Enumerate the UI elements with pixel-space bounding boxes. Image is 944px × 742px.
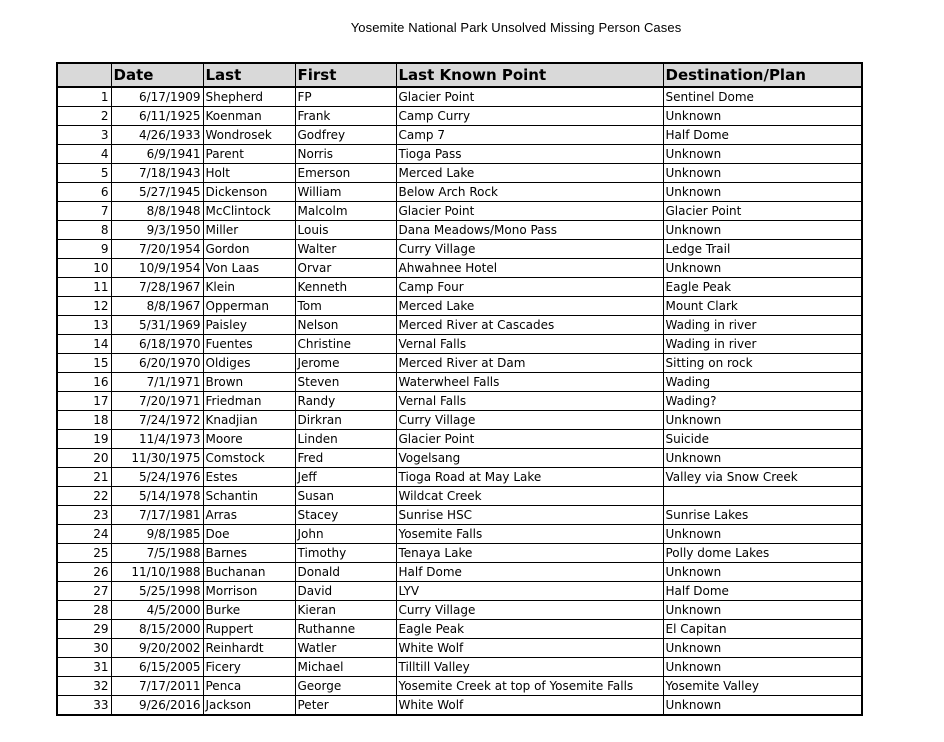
- row-index-cell: 6: [57, 183, 111, 202]
- last-name-cell: Shepherd: [203, 87, 295, 107]
- last-known-point-cell: Curry Village: [396, 240, 663, 259]
- table-row: [57, 392, 862, 411]
- destination-plan-cell: Unknown: [663, 164, 862, 183]
- destination-plan-cell: Sentinel Dome: [663, 87, 862, 107]
- last-name-cell: Klein: [203, 278, 295, 297]
- date-cell: 4/26/1933: [111, 126, 203, 145]
- last-known-point-cell: Glacier Point: [396, 202, 663, 221]
- first-name-cell: Randy: [295, 392, 396, 411]
- last-known-point-cell: Merced River at Cascades: [396, 316, 663, 335]
- first-name-cell: Malcolm: [295, 202, 396, 221]
- row-index-cell: 25: [57, 544, 111, 563]
- last-name-cell: Penca: [203, 677, 295, 696]
- table-row: [57, 354, 862, 373]
- last-known-point-cell: Sunrise HSC: [396, 506, 663, 525]
- first-name-cell: Watler: [295, 639, 396, 658]
- first-name-cell: Walter: [295, 240, 396, 259]
- last-name-cell: Ruppert: [203, 620, 295, 639]
- destination-plan-cell: Unknown: [663, 696, 862, 716]
- first-name-cell: Peter: [295, 696, 396, 716]
- destination-plan-cell: Wading in river: [663, 316, 862, 335]
- row-index-cell: 9: [57, 240, 111, 259]
- date-cell: 6/11/1925: [111, 107, 203, 126]
- first-name-cell: Tom: [295, 297, 396, 316]
- last-name-cell: Moore: [203, 430, 295, 449]
- header-row: [57, 63, 862, 87]
- destination-plan-cell: Suicide: [663, 430, 862, 449]
- last-known-point-cell: Yosemite Creek at top of Yosemite Falls: [396, 677, 663, 696]
- last-name-cell: Reinhardt: [203, 639, 295, 658]
- first-name-cell: Louis: [295, 221, 396, 240]
- destination-plan-cell: [663, 487, 862, 506]
- row-index-cell: 32: [57, 677, 111, 696]
- table-row: [57, 544, 862, 563]
- first-name-cell: Orvar: [295, 259, 396, 278]
- date-cell: 5/27/1945: [111, 183, 203, 202]
- last-known-point-cell: Eagle Peak: [396, 620, 663, 639]
- last-known-point-cell: Merced Lake: [396, 164, 663, 183]
- destination-plan-cell: Unknown: [663, 525, 862, 544]
- row-index-cell: 10: [57, 259, 111, 278]
- last-name-cell: Koenman: [203, 107, 295, 126]
- header-last: Last: [203, 63, 295, 87]
- table-row: [57, 582, 862, 601]
- last-name-cell: McClintock: [203, 202, 295, 221]
- last-known-point-cell: Merced Lake: [396, 297, 663, 316]
- last-known-point-cell: Glacier Point: [396, 430, 663, 449]
- date-cell: 6/18/1970: [111, 335, 203, 354]
- row-index-cell: 5: [57, 164, 111, 183]
- destination-plan-cell: Unknown: [663, 411, 862, 430]
- first-name-cell: Ruthanne: [295, 620, 396, 639]
- destination-plan-cell: Unknown: [663, 145, 862, 164]
- last-name-cell: Doe: [203, 525, 295, 544]
- date-cell: 9/3/1950: [111, 221, 203, 240]
- destination-plan-cell: Polly dome Lakes: [663, 544, 862, 563]
- row-index-cell: 11: [57, 278, 111, 297]
- row-index-cell: 12: [57, 297, 111, 316]
- date-cell: 7/1/1971: [111, 373, 203, 392]
- first-name-cell: Steven: [295, 373, 396, 392]
- first-name-cell: Kieran: [295, 601, 396, 620]
- header-destination-plan: Destination/Plan: [663, 63, 862, 87]
- last-known-point-cell: LYV: [396, 582, 663, 601]
- first-name-cell: David: [295, 582, 396, 601]
- destination-plan-cell: Half Dome: [663, 126, 862, 145]
- table-row: [57, 487, 862, 506]
- first-name-cell: Timothy: [295, 544, 396, 563]
- first-name-cell: Norris: [295, 145, 396, 164]
- last-known-point-cell: Yosemite Falls: [396, 525, 663, 544]
- date-cell: 8/8/1948: [111, 202, 203, 221]
- last-known-point-cell: Waterwheel Falls: [396, 373, 663, 392]
- table-row: [57, 658, 862, 677]
- destination-plan-cell: Wading in river: [663, 335, 862, 354]
- last-known-point-cell: Curry Village: [396, 411, 663, 430]
- last-known-point-cell: Tenaya Lake: [396, 544, 663, 563]
- last-known-point-cell: Wildcat Creek: [396, 487, 663, 506]
- table-row: [57, 639, 862, 658]
- table-row: [57, 202, 862, 221]
- table-row: [57, 316, 862, 335]
- first-name-cell: Linden: [295, 430, 396, 449]
- first-name-cell: Dirkran: [295, 411, 396, 430]
- table-row: [57, 468, 862, 487]
- last-name-cell: Opperman: [203, 297, 295, 316]
- date-cell: 6/9/1941: [111, 145, 203, 164]
- row-index-cell: 27: [57, 582, 111, 601]
- destination-plan-cell: Valley via Snow Creek: [663, 468, 862, 487]
- last-known-point-cell: Tioga Road at May Lake: [396, 468, 663, 487]
- first-name-cell: Emerson: [295, 164, 396, 183]
- table-row: [57, 430, 862, 449]
- row-index-cell: 7: [57, 202, 111, 221]
- date-cell: 9/8/1985: [111, 525, 203, 544]
- row-index-cell: 3: [57, 126, 111, 145]
- row-index-cell: 20: [57, 449, 111, 468]
- row-index-cell: 16: [57, 373, 111, 392]
- first-name-cell: Frank: [295, 107, 396, 126]
- last-name-cell: Oldiges: [203, 354, 295, 373]
- first-name-cell: Jeff: [295, 468, 396, 487]
- row-index-cell: 31: [57, 658, 111, 677]
- date-cell: 6/15/2005: [111, 658, 203, 677]
- destination-plan-cell: Glacier Point: [663, 202, 862, 221]
- destination-plan-cell: Unknown: [663, 107, 862, 126]
- last-known-point-cell: Tioga Pass: [396, 145, 663, 164]
- date-cell: 8/15/2000: [111, 620, 203, 639]
- date-cell: 5/25/1998: [111, 582, 203, 601]
- first-name-cell: Christine: [295, 335, 396, 354]
- table-row: [57, 373, 862, 392]
- date-cell: 4/5/2000: [111, 601, 203, 620]
- table-row: [57, 411, 862, 430]
- row-index-cell: 4: [57, 145, 111, 164]
- date-cell: 5/24/1976: [111, 468, 203, 487]
- last-name-cell: Buchanan: [203, 563, 295, 582]
- table-row: [57, 696, 862, 716]
- last-known-point-cell: Camp Four: [396, 278, 663, 297]
- table-row: [57, 240, 862, 259]
- last-known-point-cell: Half Dome: [396, 563, 663, 582]
- header-last-known-point: Last Known Point: [396, 63, 663, 87]
- last-known-point-cell: Merced River at Dam: [396, 354, 663, 373]
- table-header: [57, 63, 862, 87]
- destination-plan-cell: Mount Clark: [663, 297, 862, 316]
- row-index-cell: 21: [57, 468, 111, 487]
- row-index-cell: 8: [57, 221, 111, 240]
- destination-plan-cell: El Capitan: [663, 620, 862, 639]
- last-name-cell: Wondrosek: [203, 126, 295, 145]
- table-row: [57, 601, 862, 620]
- last-name-cell: Dickenson: [203, 183, 295, 202]
- table-row: [57, 506, 862, 525]
- first-name-cell: William: [295, 183, 396, 202]
- last-name-cell: Barnes: [203, 544, 295, 563]
- last-name-cell: Jackson: [203, 696, 295, 716]
- destination-plan-cell: Unknown: [663, 221, 862, 240]
- last-known-point-cell: White Wolf: [396, 639, 663, 658]
- destination-plan-cell: Eagle Peak: [663, 278, 862, 297]
- date-cell: 7/5/1988: [111, 544, 203, 563]
- date-cell: 7/20/1954: [111, 240, 203, 259]
- last-name-cell: Miller: [203, 221, 295, 240]
- table-row: [57, 278, 862, 297]
- last-known-point-cell: Tilltill Valley: [396, 658, 663, 677]
- table-row: [57, 297, 862, 316]
- table-row: [57, 126, 862, 145]
- destination-plan-cell: Unknown: [663, 601, 862, 620]
- date-cell: 7/18/1943: [111, 164, 203, 183]
- last-name-cell: Ficery: [203, 658, 295, 677]
- last-known-point-cell: White Wolf: [396, 696, 663, 716]
- row-index-cell: 22: [57, 487, 111, 506]
- destination-plan-cell: Yosemite Valley: [663, 677, 862, 696]
- first-name-cell: FP: [295, 87, 396, 107]
- destination-plan-cell: Unknown: [663, 183, 862, 202]
- last-name-cell: Schantin: [203, 487, 295, 506]
- date-cell: 5/14/1978: [111, 487, 203, 506]
- first-name-cell: Michael: [295, 658, 396, 677]
- last-name-cell: Von Laas: [203, 259, 295, 278]
- table-row: [57, 145, 862, 164]
- last-known-point-cell: Glacier Point: [396, 87, 663, 107]
- last-name-cell: Holt: [203, 164, 295, 183]
- first-name-cell: John: [295, 525, 396, 544]
- row-index-cell: 19: [57, 430, 111, 449]
- table-row: [57, 449, 862, 468]
- date-cell: 7/28/1967: [111, 278, 203, 297]
- table-row: [57, 259, 862, 278]
- last-known-point-cell: Below Arch Rock: [396, 183, 663, 202]
- header-index: [57, 63, 111, 87]
- last-name-cell: Paisley: [203, 316, 295, 335]
- last-name-cell: Burke: [203, 601, 295, 620]
- table-row: [57, 620, 862, 639]
- first-name-cell: George: [295, 677, 396, 696]
- last-name-cell: Comstock: [203, 449, 295, 468]
- table-row: [57, 525, 862, 544]
- table-body: [57, 87, 862, 715]
- table-row: [57, 183, 862, 202]
- last-known-point-cell: Vernal Falls: [396, 335, 663, 354]
- destination-plan-cell: Ledge Trail: [663, 240, 862, 259]
- row-index-cell: 1: [57, 87, 111, 107]
- destination-plan-cell: Unknown: [663, 658, 862, 677]
- first-name-cell: Fred: [295, 449, 396, 468]
- date-cell: 8/8/1967: [111, 297, 203, 316]
- row-index-cell: 30: [57, 639, 111, 658]
- row-index-cell: 33: [57, 696, 111, 716]
- row-index-cell: 26: [57, 563, 111, 582]
- row-index-cell: 17: [57, 392, 111, 411]
- date-cell: 7/24/1972: [111, 411, 203, 430]
- row-index-cell: 15: [57, 354, 111, 373]
- last-name-cell: Friedman: [203, 392, 295, 411]
- last-known-point-cell: Camp 7: [396, 126, 663, 145]
- table-row: [57, 335, 862, 354]
- date-cell: 11/10/1988: [111, 563, 203, 582]
- row-index-cell: 18: [57, 411, 111, 430]
- date-cell: 9/20/2002: [111, 639, 203, 658]
- first-name-cell: Donald: [295, 563, 396, 582]
- last-known-point-cell: Curry Village: [396, 601, 663, 620]
- destination-plan-cell: Wading: [663, 373, 862, 392]
- table-row: [57, 87, 862, 107]
- row-index-cell: 23: [57, 506, 111, 525]
- last-known-point-cell: Vogelsang: [396, 449, 663, 468]
- table-row: [57, 164, 862, 183]
- table-row: [57, 107, 862, 126]
- last-name-cell: Fuentes: [203, 335, 295, 354]
- date-cell: 7/20/1971: [111, 392, 203, 411]
- destination-plan-cell: Unknown: [663, 449, 862, 468]
- table-row: [57, 221, 862, 240]
- date-cell: 6/20/1970: [111, 354, 203, 373]
- last-known-point-cell: Ahwahnee Hotel: [396, 259, 663, 278]
- row-index-cell: 28: [57, 601, 111, 620]
- row-index-cell: 29: [57, 620, 111, 639]
- table-row: [57, 677, 862, 696]
- date-cell: 11/4/1973: [111, 430, 203, 449]
- date-cell: 11/30/1975: [111, 449, 203, 468]
- date-cell: 9/26/2016: [111, 696, 203, 716]
- date-cell: 6/17/1909: [111, 87, 203, 107]
- header-first: First: [295, 63, 396, 87]
- destination-plan-cell: Unknown: [663, 259, 862, 278]
- date-cell: 10/9/1954: [111, 259, 203, 278]
- page-title: Yosemite National Park Unsolved Missing Person Cases: [350, 20, 682, 35]
- last-known-point-cell: Vernal Falls: [396, 392, 663, 411]
- last-name-cell: Arras: [203, 506, 295, 525]
- destination-plan-cell: Half Dome: [663, 582, 862, 601]
- destination-plan-cell: Sunrise Lakes: [663, 506, 862, 525]
- row-index-cell: 2: [57, 107, 111, 126]
- first-name-cell: Jerome: [295, 354, 396, 373]
- last-name-cell: Knadjian: [203, 411, 295, 430]
- row-index-cell: 13: [57, 316, 111, 335]
- last-known-point-cell: Camp Curry: [396, 107, 663, 126]
- first-name-cell: Stacey: [295, 506, 396, 525]
- first-name-cell: Nelson: [295, 316, 396, 335]
- destination-plan-cell: Unknown: [663, 563, 862, 582]
- last-name-cell: Morrison: [203, 582, 295, 601]
- last-name-cell: Gordon: [203, 240, 295, 259]
- table-row: [57, 563, 862, 582]
- row-index-cell: 24: [57, 525, 111, 544]
- destination-plan-cell: Sitting on rock: [663, 354, 862, 373]
- header-date: Date: [111, 63, 203, 87]
- first-name-cell: Kenneth: [295, 278, 396, 297]
- first-name-cell: Godfrey: [295, 126, 396, 145]
- date-cell: 7/17/1981: [111, 506, 203, 525]
- first-name-cell: Susan: [295, 487, 396, 506]
- last-name-cell: Brown: [203, 373, 295, 392]
- date-cell: 5/31/1969: [111, 316, 203, 335]
- date-cell: 7/17/2011: [111, 677, 203, 696]
- last-known-point-cell: Dana Meadows/Mono Pass: [396, 221, 663, 240]
- destination-plan-cell: Unknown: [663, 639, 862, 658]
- missing-persons-table: [56, 62, 863, 716]
- row-index-cell: 14: [57, 335, 111, 354]
- last-name-cell: Estes: [203, 468, 295, 487]
- destination-plan-cell: Wading?: [663, 392, 862, 411]
- last-name-cell: Parent: [203, 145, 295, 164]
